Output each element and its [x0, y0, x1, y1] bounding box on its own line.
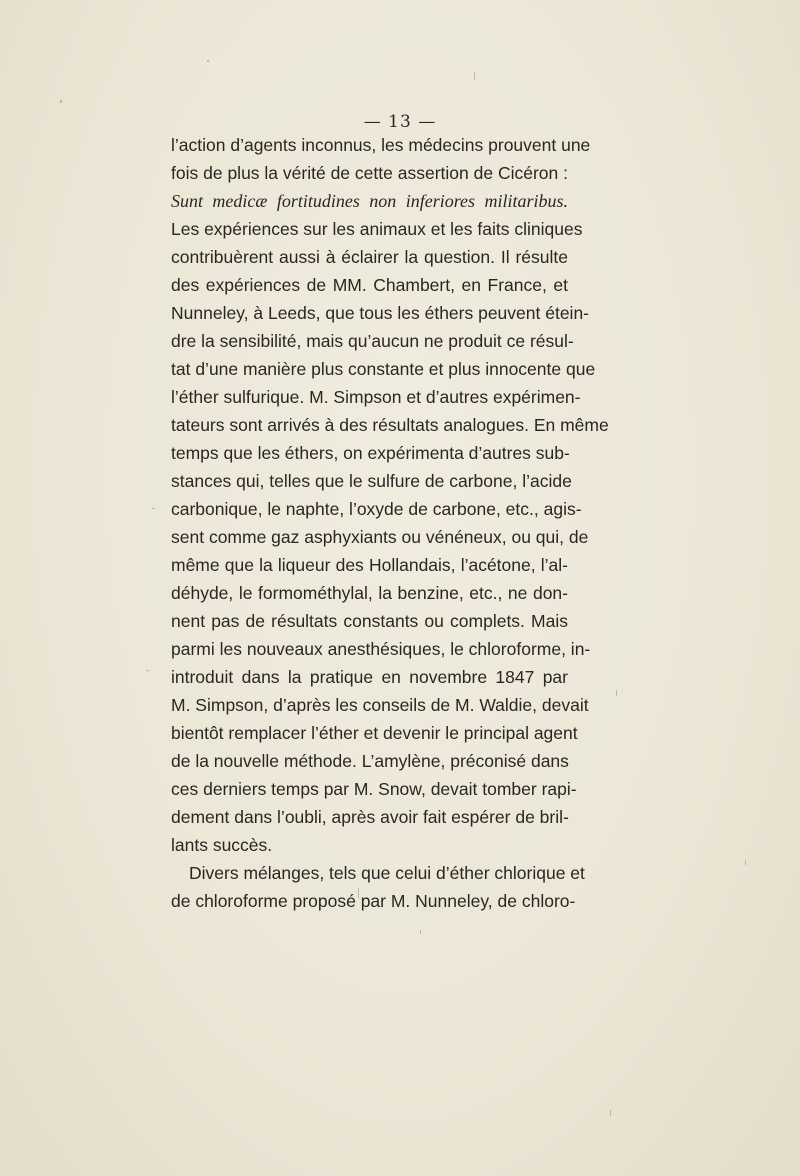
text-line: contribuèrent aussi à éclairer la question. Il résulte	[171, 247, 568, 267]
text-line: tateurs sont arrivés à des résultats analogues. En même	[171, 415, 609, 435]
text-line: fois de plus la vérité de cette assertion de Cicéron :	[171, 163, 568, 183]
text-line: dre la sensibilité, mais qu’aucun ne produit ce résul-	[171, 331, 574, 351]
paragraph-start-line: Divers mélanges, tels que celui d’éther chlorique et	[189, 863, 585, 883]
paper-speck	[616, 690, 617, 696]
text-line: temps que les éthers, on expérimenta d’autres sub-	[171, 443, 570, 463]
text-line: l’action d’agents inconnus, les médecins prouvent une	[171, 135, 591, 155]
text-line: tat d’une manière plus constante et plus innocente que	[171, 359, 596, 379]
text-line: stances qui, telles que le sulfure de carbone, l’acide	[171, 471, 572, 491]
text-line: introduit dans la pratique en novembre 1847 par	[171, 667, 568, 687]
paper-speck	[207, 60, 209, 62]
text-line: Les expériences sur les animaux et les faits cliniques	[171, 219, 583, 239]
paper-speck	[474, 72, 475, 80]
text-line: Nunneley, à Leeds, que tous les éthers peuvent étein-	[171, 303, 590, 323]
paper-speck	[152, 508, 155, 509]
text-line: l’éther sulfurique. M. Simpson et d’autres expérimen-	[171, 387, 581, 407]
text-line: de chloroforme proposé par M. Nunneley, de chloro-	[171, 891, 576, 911]
text-line: carbonique, le naphte, l’oxyde de carbone, etc., agis-	[171, 499, 582, 519]
body-text	[171, 131, 609, 915]
text-line: nent pas de résultats constants ou complets. Mais	[171, 611, 568, 631]
text-line: M. Simpson, d’après les conseils de M. Waldie, devait	[171, 695, 589, 715]
paper-speck	[420, 930, 421, 934]
text-line: parmi les nouveaux anesthésiques, le chloroforme, in-	[171, 639, 591, 659]
text-line: sent comme gaz asphyxiants ou vénéneux, ou qui, de	[171, 527, 589, 547]
paper-speck	[610, 1110, 611, 1116]
paper-speck	[358, 888, 359, 898]
paper-speck	[146, 670, 149, 671]
text-line: ces derniers temps par M. Snow, devait tomber rapi-	[171, 779, 577, 799]
text-line: déhyde, le formométhylal, la benzine, etc., ne don-	[171, 583, 568, 603]
paper-speck	[745, 860, 746, 865]
text-line: des expériences de MM. Chambert, en France, et	[171, 275, 568, 295]
latin-quote-line: Sunt medicæ fortitudines non inferiores militaribus.	[171, 191, 568, 211]
text-line: bientôt remplacer l’éther et devenir le principal agent	[171, 723, 578, 743]
text-line: même que la liqueur des Hollandais, l’acétone, l’al-	[171, 555, 568, 575]
text-line: de la nouvelle méthode. L’amylène, préconisé dans	[171, 751, 569, 771]
paper-speck	[60, 100, 62, 103]
paragraph-end-line: lants succès.	[171, 835, 273, 855]
page-number: — 13 —	[363, 112, 437, 132]
text-line: dement dans l’oubli, après avoir fait espérer de bril-	[171, 807, 569, 827]
